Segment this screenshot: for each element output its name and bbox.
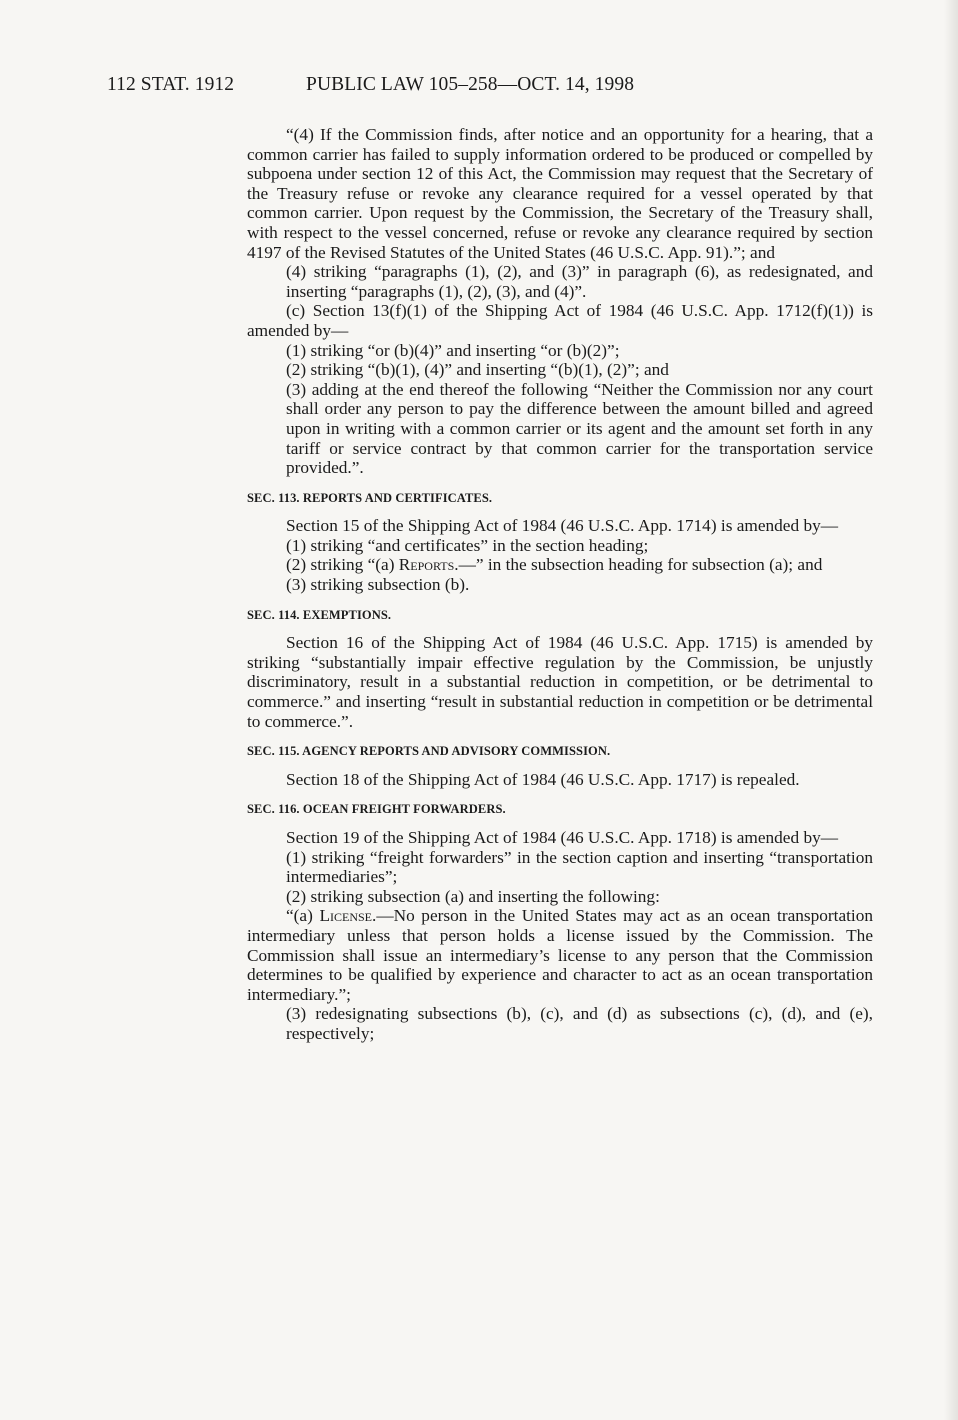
section-116-intro: Section 19 of the Shipping Act of 1984 (46 U.S.C. App. 1718) is amended by— [286, 828, 839, 847]
public-law-citation: PUBLIC LAW 105–258—OCT. 14, 1998 [306, 74, 635, 95]
license-subsection-text: “(a) License.—No person in the United States may act as an ocean transportation intermediary unless that person holds a license issued by the Commission. The Commission shall issue an intermediary’s license to any person that the Commission determines to be qualified by experience and character to act as an ocean transportation intermediary.”; [247, 906, 873, 1004]
amendment-item: (2) striking “(b)(1), (4)” and inserting “(b)(1), (2)”; and [286, 360, 669, 380]
amendment-item: (1) striking “or (b)(4)” and inserting “or (b)(2)”; [286, 340, 620, 360]
section-heading-113: SEC. 113. REPORTS AND CERTIFICATES. [247, 490, 493, 505]
amendment-item: (2) striking subsection (a) and inserting the following: [286, 886, 660, 906]
amendment-item: (2) striking “(a) Reports.—” in the subsection heading for subsection (a); and [286, 555, 823, 575]
document-body [247, 125, 873, 1044]
amendment-item: (3) redesignating subsections (b), (c), and (d) as subsections (c), (d), and (e), respectively; [286, 1004, 873, 1043]
section-heading-114: SEC. 114. EXEMPTIONS. [247, 607, 392, 622]
amendment-item: (1) striking “freight forwarders” in the section caption and inserting “transportation intermediaries”; [286, 847, 873, 887]
paragraph-quoted-4: “(4) If the Commission finds, after notice and an opportunity for a hearing, that a common carrier has failed to supply information ordered to be produced or compelled by subpoena under section 12 of this Act, the Commission may request that the Secretary of the Treasury refuse or revoke any clearance required for a vessel operated by that common carrier. Upon request by the Commission, the Secretary of the Treasury shall, with respect to the vessel concerned, refuse or revoke any clearance required by section 4197 of the Revised Statutes of the United States (46 U.S.C. App. 91).”; and [247, 125, 873, 262]
section-heading-116: SEC. 116. OCEAN FREIGHT FORWARDERS. [247, 802, 506, 817]
subsection-c: (c) Section 13(f)(1) of the Shipping Act of 1984 (46 U.S.C. App. 1712(f)(1)) is amended by— [247, 301, 873, 340]
section-114-body: Section 16 of the Shipping Act of 1984 (46 U.S.C. App. 1715) is amended by striking “substantially impair effective regulation by the Commission, be unjustly discriminatory, result in a substantial reduction in competition, or be detrimental to commerce.” and inserting “result in substantial reduction in competition or be detrimental to commerce.”. [247, 633, 873, 731]
section-heading-115: SEC. 115. AGENCY REPORTS AND ADVISORY COMMISSION. [247, 744, 611, 759]
page-edge-shadow [944, 0, 958, 1420]
section-115-body: Section 18 of the Shipping Act of 1984 (46 U.S.C. App. 1717) is repealed. [286, 769, 800, 789]
amendment-item: (1) striking “and certificates” in the section heading; [286, 535, 649, 555]
amendment-item: (3) adding at the end thereof the following “Neither the Commission nor any court shall order any person to pay the difference between the amount billed and agreed upon in writing with a common carrier or its agent and the amount set forth in any tariff or service contract by that common carrier for the transportation service provided.”. [286, 379, 873, 478]
stat-citation: 112 STAT. 1912 [107, 74, 235, 95]
amendment-item: (4) striking “paragraphs (1), (2), and (3)” in paragraph (6), as redesignated, and inserting “paragraphs (1), (2), (3), and (4)”. [286, 262, 873, 301]
section-113-intro: Section 15 of the Shipping Act of 1984 (46 U.S.C. App. 1714) is amended by— [286, 516, 839, 536]
amendment-item: (3) striking subsection (b). [286, 575, 470, 595]
